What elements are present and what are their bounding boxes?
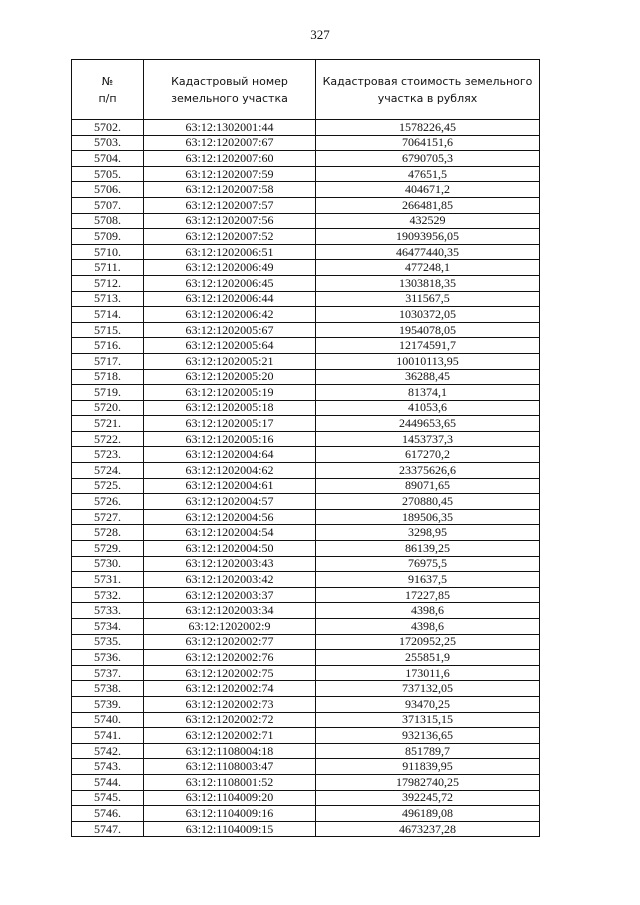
cadastral-value-cell: 76975,5	[316, 556, 540, 572]
header-cadastral-number-text: Кадастровый номер земельного участка	[171, 74, 288, 105]
table-row	[72, 696, 540, 712]
cadastral-number-cell: 63:12:1202004:64	[144, 447, 316, 463]
row-number-cell: 5719.	[72, 385, 144, 401]
cadastral-value-cell: 270880,45	[316, 494, 540, 510]
row-number-cell: 5738.	[72, 681, 144, 697]
page-number: 327	[310, 27, 330, 42]
cadastral-value-cell: 404671,2	[316, 182, 540, 198]
table-row	[72, 260, 540, 276]
cadastral-number-cell: 63:12:1302001:44	[144, 120, 316, 136]
table-row	[72, 353, 540, 369]
cadastral-value-cell: 4673237,28	[316, 821, 540, 837]
header-cadastral-value-text: Кадастровая стоимость земельного участка в рублях	[322, 74, 533, 105]
cadastral-number-cell: 63:12:1202003:42	[144, 572, 316, 588]
cadastral-value-cell: 46477440,35	[316, 244, 540, 260]
cadastral-value-cell: 255851,9	[316, 650, 540, 666]
cadastral-value-cell: 86139,25	[316, 541, 540, 557]
cadastral-value-cell: 81374,1	[316, 385, 540, 401]
cadastral-value-cell: 1720952,25	[316, 634, 540, 650]
table-row	[72, 650, 540, 666]
table-row	[72, 135, 540, 151]
cadastral-value-cell: 93470,25	[316, 696, 540, 712]
cadastral-number-cell: 63:12:1202007:59	[144, 166, 316, 182]
table-row	[72, 307, 540, 323]
cadastral-number-cell: 63:12:1202005:21	[144, 353, 316, 369]
cadastral-number-cell: 63:12:1202006:44	[144, 291, 316, 307]
table-row	[72, 743, 540, 759]
table-row	[72, 120, 540, 136]
cadastral-value-cell: 89071,65	[316, 478, 540, 494]
row-number-cell: 5717.	[72, 353, 144, 369]
row-number-cell: 5742.	[72, 743, 144, 759]
cadastral-value-cell: 617270,2	[316, 447, 540, 463]
cadastral-value-cell: 189506,35	[316, 509, 540, 525]
cadastral-number-cell: 63:12:1202007:52	[144, 229, 316, 245]
row-number-cell: 5740.	[72, 712, 144, 728]
row-number-cell: 5739.	[72, 696, 144, 712]
row-number-cell: 5733.	[72, 603, 144, 619]
row-number-cell: 5728.	[72, 525, 144, 541]
table-row	[72, 790, 540, 806]
cadastral-value-cell: 91637,5	[316, 572, 540, 588]
cadastral-number-cell: 63:12:1104009:20	[144, 790, 316, 806]
cadastral-value-cell: 41053,6	[316, 400, 540, 416]
table-row	[72, 229, 540, 245]
row-number-cell: 5711.	[72, 260, 144, 276]
row-number-cell: 5723.	[72, 447, 144, 463]
table-row	[72, 759, 540, 775]
cadastral-value-cell: 1453737,3	[316, 431, 540, 447]
row-number-cell: 5705.	[72, 166, 144, 182]
table-row	[72, 681, 540, 697]
cadastral-value-cell: 6790705,3	[316, 151, 540, 167]
table-row	[72, 400, 540, 416]
cadastral-value-cell: 477248,1	[316, 260, 540, 276]
row-number-cell: 5714.	[72, 307, 144, 323]
row-number-cell: 5724.	[72, 463, 144, 479]
cadastral-number-cell: 63:12:1202002:72	[144, 712, 316, 728]
cadastral-value-cell: 47651,5	[316, 166, 540, 182]
table-row	[72, 151, 540, 167]
table-row	[72, 806, 540, 822]
header-cadastral-value	[316, 60, 540, 120]
row-number-cell: 5704.	[72, 151, 144, 167]
row-number-cell: 5745.	[72, 790, 144, 806]
cadastral-number-cell: 63:12:1202002:71	[144, 728, 316, 744]
cadastral-number-cell: 63:12:1202005:17	[144, 416, 316, 432]
cadastral-number-cell: 63:12:1202003:43	[144, 556, 316, 572]
cadastral-number-cell: 63:12:1202003:37	[144, 587, 316, 603]
cadastral-value-cell: 371315,15	[316, 712, 540, 728]
row-number-cell: 5746.	[72, 806, 144, 822]
table-row	[72, 275, 540, 291]
cadastral-number-cell: 63:12:1108001:52	[144, 774, 316, 790]
row-number-cell: 5718.	[72, 369, 144, 385]
table-row	[72, 572, 540, 588]
cadastral-value-cell: 3298,95	[316, 525, 540, 541]
table-row	[72, 244, 540, 260]
table-row	[72, 525, 540, 541]
cadastral-number-cell: 63:12:1202007:60	[144, 151, 316, 167]
cadastral-value-cell: 36288,45	[316, 369, 540, 385]
cadastral-value-cell: 311567,5	[316, 291, 540, 307]
row-number-cell: 5703.	[72, 135, 144, 151]
row-number-cell: 5720.	[72, 400, 144, 416]
cadastral-value-cell: 10010113,95	[316, 353, 540, 369]
row-number-cell: 5709.	[72, 229, 144, 245]
cadastral-number-cell: 63:12:1202002:73	[144, 696, 316, 712]
header-cadastral-number	[144, 60, 316, 120]
cadastral-number-cell: 63:12:1202004:61	[144, 478, 316, 494]
cadastral-number-cell: 63:12:1202002:74	[144, 681, 316, 697]
cadastral-value-cell: 17227,85	[316, 587, 540, 603]
cadastral-value-cell: 496189,08	[316, 806, 540, 822]
cadastral-number-cell: 63:12:1202007:67	[144, 135, 316, 151]
cadastral-number-cell: 63:12:1202004:56	[144, 509, 316, 525]
cadastral-value-cell: 7064151,6	[316, 135, 540, 151]
cadastral-value-cell: 1303818,35	[316, 275, 540, 291]
cadastral-value-cell: 1030372,05	[316, 307, 540, 323]
row-number-cell: 5741.	[72, 728, 144, 744]
row-number-cell: 5725.	[72, 478, 144, 494]
cadastral-value-cell: 4398,6	[316, 603, 540, 619]
cadastral-value-cell: 911839,95	[316, 759, 540, 775]
table-row	[72, 494, 540, 510]
cadastral-number-cell: 63:12:1202005:18	[144, 400, 316, 416]
cadastral-value-cell: 1578226,45	[316, 120, 540, 136]
row-number-cell: 5736.	[72, 650, 144, 666]
cadastral-number-cell: 63:12:1202006:51	[144, 244, 316, 260]
cadastral-number-cell: 63:12:1202005:64	[144, 338, 316, 354]
row-number-cell: 5737.	[72, 665, 144, 681]
cadastral-number-cell: 63:12:1202004:62	[144, 463, 316, 479]
cadastral-value-cell: 4398,6	[316, 619, 540, 635]
table-body	[72, 120, 540, 837]
row-number-cell: 5712.	[72, 275, 144, 291]
table-row	[72, 587, 540, 603]
table-row	[72, 603, 540, 619]
cadastral-value-cell: 392245,72	[316, 790, 540, 806]
row-number-cell: 5713.	[72, 291, 144, 307]
cadastral-number-cell: 63:12:1202006:49	[144, 260, 316, 276]
cadastral-value-table	[71, 59, 540, 837]
table-row	[72, 431, 540, 447]
cadastral-value-cell: 17982740,25	[316, 774, 540, 790]
cadastral-number-cell: 63:12:1202002:77	[144, 634, 316, 650]
row-number-cell: 5716.	[72, 338, 144, 354]
cadastral-value-cell: 19093956,05	[316, 229, 540, 245]
row-number-cell: 5732.	[72, 587, 144, 603]
cadastral-number-cell: 63:12:1108004:18	[144, 743, 316, 759]
table-row	[72, 182, 540, 198]
cadastral-number-cell: 63:12:1202004:50	[144, 541, 316, 557]
row-number-cell: 5734.	[72, 619, 144, 635]
cadastral-number-cell: 63:12:1202005:20	[144, 369, 316, 385]
table-row	[72, 322, 540, 338]
table-header	[72, 60, 540, 120]
header-row-number-text: № п/п	[98, 74, 117, 105]
table-row	[72, 197, 540, 213]
table-row	[72, 728, 540, 744]
row-number-cell: 5747.	[72, 821, 144, 837]
row-number-cell: 5706.	[72, 182, 144, 198]
row-number-cell: 5735.	[72, 634, 144, 650]
cadastral-value-cell: 432529	[316, 213, 540, 229]
table-row	[72, 166, 540, 182]
header-row-number	[72, 60, 144, 120]
cadastral-value-cell: 737132,05	[316, 681, 540, 697]
cadastral-number-cell: 63:12:1202002:75	[144, 665, 316, 681]
cadastral-number-cell: 63:12:1202007:58	[144, 182, 316, 198]
table-row	[72, 509, 540, 525]
row-number-cell: 5727.	[72, 509, 144, 525]
table-row	[72, 369, 540, 385]
row-number-cell: 5721.	[72, 416, 144, 432]
cadastral-number-cell: 63:12:1202007:57	[144, 197, 316, 213]
cadastral-value-cell: 266481,85	[316, 197, 540, 213]
cadastral-value-cell: 173011,6	[316, 665, 540, 681]
row-number-cell: 5731.	[72, 572, 144, 588]
cadastral-number-cell: 63:12:1202004:57	[144, 494, 316, 510]
row-number-cell: 5744.	[72, 774, 144, 790]
cadastral-number-cell: 63:12:1202003:34	[144, 603, 316, 619]
cadastral-number-cell: 63:12:1104009:16	[144, 806, 316, 822]
table-row	[72, 478, 540, 494]
table-row	[72, 447, 540, 463]
table-row	[72, 291, 540, 307]
table-row	[72, 774, 540, 790]
cadastral-value-cell: 2449653,65	[316, 416, 540, 432]
cadastral-value-cell: 23375626,6	[316, 463, 540, 479]
table-row	[72, 385, 540, 401]
header-row	[72, 60, 540, 120]
cadastral-number-cell: 63:12:1202006:42	[144, 307, 316, 323]
row-number-cell: 5729.	[72, 541, 144, 557]
table-row	[72, 619, 540, 635]
table-row	[72, 213, 540, 229]
row-number-cell: 5710.	[72, 244, 144, 260]
cadastral-number-cell: 63:12:1202002:9	[144, 619, 316, 635]
cadastral-number-cell: 63:12:1202007:56	[144, 213, 316, 229]
table-row	[72, 463, 540, 479]
cadastral-value-cell: 932136,65	[316, 728, 540, 744]
table-row	[72, 712, 540, 728]
table-row	[72, 338, 540, 354]
cadastral-number-cell: 63:12:1104009:15	[144, 821, 316, 837]
cadastral-number-cell: 63:12:1202004:54	[144, 525, 316, 541]
table-row	[72, 665, 540, 681]
cadastral-number-cell: 63:12:1202005:67	[144, 322, 316, 338]
cadastral-number-cell: 63:12:1202005:19	[144, 385, 316, 401]
row-number-cell: 5715.	[72, 322, 144, 338]
cadastral-value-cell: 851789,7	[316, 743, 540, 759]
cadastral-number-cell: 63:12:1202006:45	[144, 275, 316, 291]
row-number-cell: 5726.	[72, 494, 144, 510]
table-row	[72, 634, 540, 650]
cadastral-number-cell: 63:12:1202002:76	[144, 650, 316, 666]
row-number-cell: 5722.	[72, 431, 144, 447]
row-number-cell: 5708.	[72, 213, 144, 229]
table-row	[72, 416, 540, 432]
table-row	[72, 541, 540, 557]
row-number-cell: 5743.	[72, 759, 144, 775]
row-number-cell: 5702.	[72, 120, 144, 136]
cadastral-number-cell: 63:12:1108003:47	[144, 759, 316, 775]
row-number-cell: 5730.	[72, 556, 144, 572]
table-row	[72, 556, 540, 572]
cadastral-value-cell: 12174591,7	[316, 338, 540, 354]
cadastral-value-cell: 1954078,05	[316, 322, 540, 338]
row-number-cell: 5707.	[72, 197, 144, 213]
table-row	[72, 821, 540, 837]
cadastral-number-cell: 63:12:1202005:16	[144, 431, 316, 447]
